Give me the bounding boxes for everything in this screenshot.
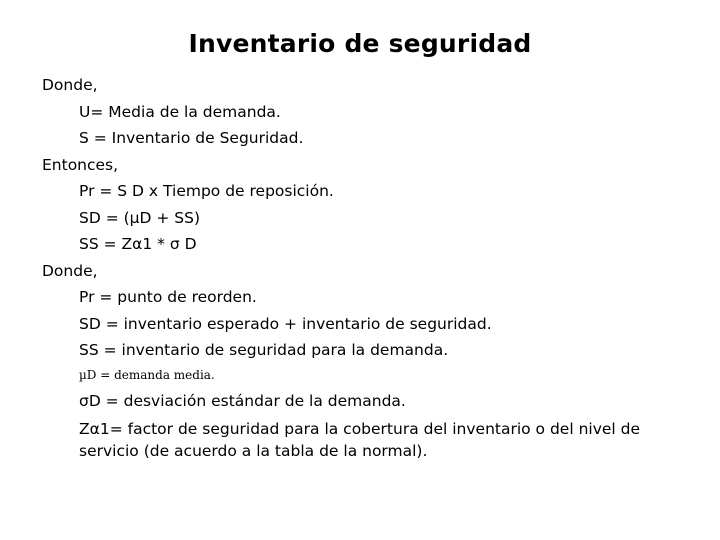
definition-z-alpha: Zα1= factor de seguridad para la cobertura del inventario o del nivel de servicio (de acuerdo a la tabla de la normal). [79, 420, 641, 460]
text-line-entonces: Entonces, [42, 155, 119, 174]
definition-ss: SS = inventario de seguridad para la demanda. [79, 341, 449, 359]
formula-ss: SS = Zα1 * σ D [79, 235, 197, 253]
formula-pr: Pr = S D x Tiempo de reposición. [79, 182, 334, 200]
definition-u: U= Media de la demanda. [79, 102, 281, 121]
definition-sigma-d: σD = desviación estándar de la demanda. [79, 391, 406, 410]
slide-body [42, 76, 692, 471]
text-line-donde-2: Donde, [42, 261, 98, 280]
definition-s: S = Inventario de Seguridad. [79, 129, 304, 147]
definition-pr: Pr = punto de reorden. [79, 288, 257, 306]
text-line-donde-1: Donde, [42, 76, 98, 94]
definition-mu-d: µD = demanda media. [79, 367, 215, 382]
definition-sd: SD = inventario esperado + inventario de seguridad. [79, 314, 492, 333]
formula-sd: SD = (µD + SS) [79, 208, 201, 227]
slide-title: Inventario de seguridad [188, 29, 532, 58]
